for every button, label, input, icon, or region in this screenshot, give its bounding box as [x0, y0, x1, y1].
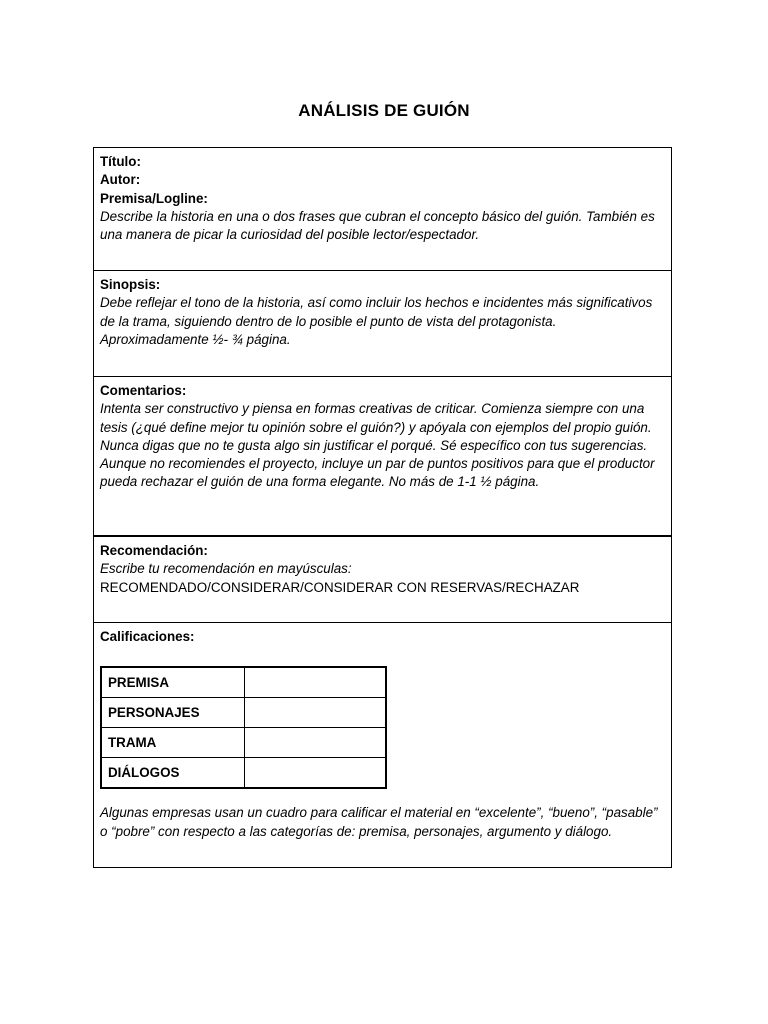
ratings-label: Calificaciones:: [100, 629, 195, 644]
synopsis-description: Debe reflejar el tono de la historia, así como incluir los hechos e incidentes más significativos de la trama, siguiendo dentro de lo posible el punto de vista del protagonista. Aproximadamente ½- ¾ página.: [100, 295, 653, 347]
rating-category: DIÁLOGOS: [101, 758, 245, 789]
section-comments: [94, 377, 671, 537]
table-row: [101, 698, 386, 728]
rating-category: TRAMA: [101, 728, 245, 758]
premise-description: Describe la historia en una o dos frases que cubran el concepto básico del guión. También es una manera de picar la curiosidad del posible lector/espectador.: [100, 208, 655, 243]
comments-label: Comentarios:: [100, 383, 187, 398]
ratings-footnote: Algunas empresas usan un cuadro para calificar el material en “excelente”, “bueno”, “pasable” o “pobre” con respecto a las categorías de: premisa, personajes, argumento y diálogo.: [100, 805, 658, 839]
premise-label: Premisa/Logline:: [100, 190, 208, 206]
section-header: [94, 148, 671, 271]
rating-value-cell[interactable]: [245, 728, 387, 758]
recommendation-label: Recomendación:: [100, 543, 208, 558]
rating-value-cell[interactable]: [245, 758, 387, 789]
table-row: [101, 758, 386, 789]
comments-description: Intenta ser constructivo y piensa en formas creativas de criticar. Comienza siempre con una tesis (¿qué define mejor tu opinión sobre el guión?) y apóyala con ejemplos del propio guión. Nunca digas que no te gusta algo sin justificar el porqué. Sé específico con tus sugerencias. Aunque no recomiendes el proyecto, incluye un par de puntos positivos para que el productor pueda rechazar el guión de una forma elegante. No más de 1-1 ½ página.: [100, 401, 655, 490]
synopsis-label: Sinopsis:: [100, 277, 161, 292]
rating-category: PREMISA: [101, 667, 245, 698]
section-synopsis: [94, 271, 671, 377]
table-row: [101, 728, 386, 758]
section-recommendation: [94, 537, 671, 623]
analysis-form: [93, 147, 672, 868]
page-title: ANÁLISIS DE GUIÓN: [298, 101, 470, 120]
title-label: Título:: [100, 154, 141, 169]
rating-value-cell[interactable]: [245, 698, 387, 728]
recommendation-description: Escribe tu recomendación en mayúsculas:: [100, 561, 352, 577]
recommendation-options: RECOMENDADO/CONSIDERAR/CONSIDERAR CON RESERVAS/RECHAZAR: [100, 579, 580, 595]
section-ratings: [94, 623, 671, 867]
rating-category: PERSONAJES: [101, 698, 245, 728]
author-label: Autor:: [100, 172, 141, 188]
table-row: [101, 667, 386, 698]
rating-value-cell[interactable]: [245, 667, 387, 698]
ratings-table: [100, 666, 387, 789]
